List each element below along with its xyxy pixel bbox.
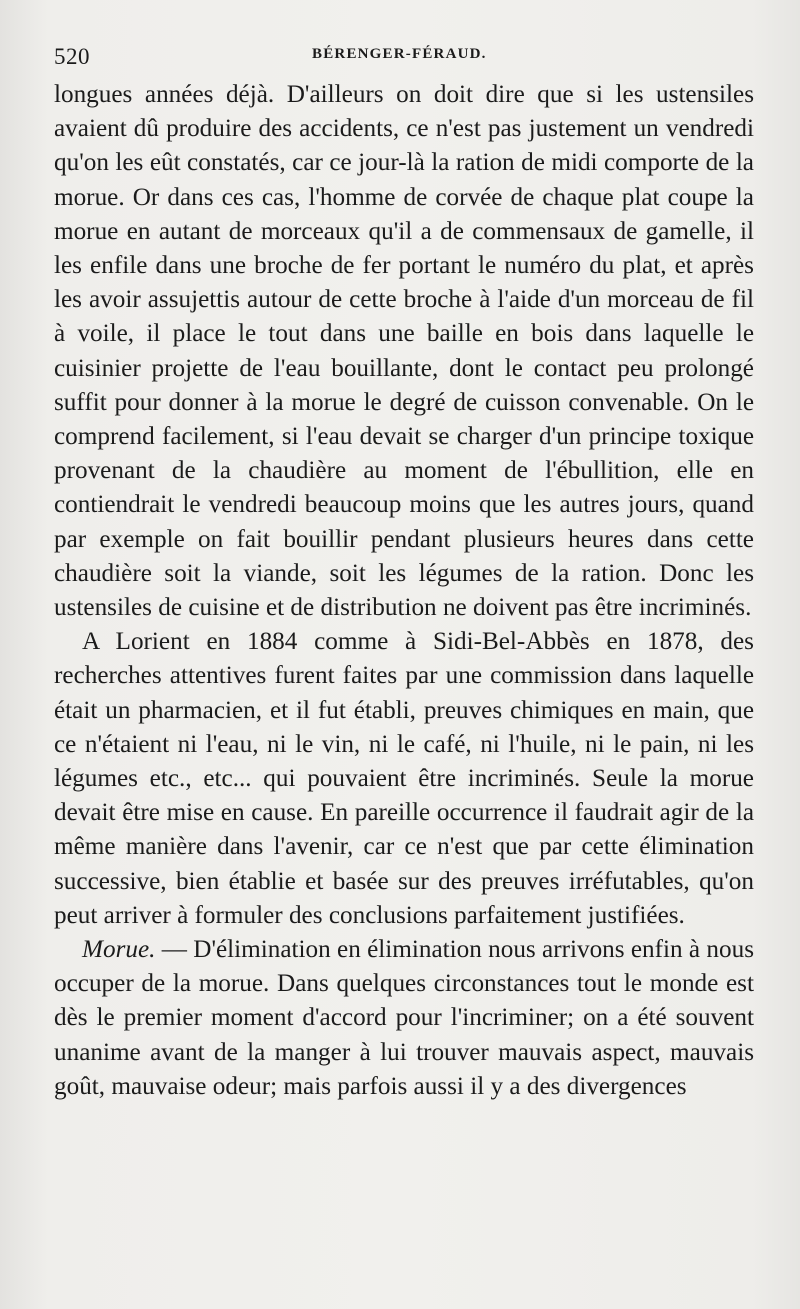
page-header	[54, 38, 754, 78]
paragraph-3	[54, 933, 754, 1104]
page-number: 520	[54, 44, 90, 69]
paragraph-3-text: — D'élimination en élimination nous arrivons enfin à nous occuper de la morue. Dans quelques circonstances tout le monde est dès le premier moment d'accord pour l'incriminer; on a été souvent unanime avant de la manger à lui trouver mauvais aspect, mauvais goût, mauvaise odeur; mais parfois aussi il y a des divergences	[54, 936, 754, 1100]
body-text	[54, 78, 754, 1104]
paragraph-2: A Lorient en 1884 comme à Sidi-Bel-Abbès en 1878, des recherches attentives furent faites par une commission dans laquelle était un pharmacien, et il fut établi, preuves chimiques en main, que ce n'étaient ni l'eau, ni le vin, ni le café, ni l'huile, ni le pain, ni les légumes etc., etc... qui pouvaient être incriminés. Seule la morue devait être mise en cause. En pareille occurrence il faudrait agir de la même manière dans l'avenir, car ce n'est que par cette élimination successive, bien établie et basée sur des preuves irréfutables, qu'on peut arriver à formuler des conclusions parfaitement justifiées.	[54, 628, 754, 929]
section-title-morue: Morue.	[82, 936, 156, 964]
running-head: BÉRENGER-FÉRAUD.	[312, 46, 487, 62]
paragraph-1: longues années déjà. D'ailleurs on doit dire que si les ustensiles avaient dû produire des accidents, ce n'est pas justement un vendredi qu'on les eût constatés, car ce jour-là la ration de midi comporte de la morue. Or dans ces cas, l'homme de corvée de chaque plat coupe la morue en autant de morceaux qu'il a de commensaux de gamelle, il les enfile dans une broche de fer portant le numéro du plat, et après les avoir assujettis autour de cette broche à l'aide d'un morceau de fil à voile, il place le tout dans une baille en bois dans laquelle le cuisinier projette de l'eau bouillante, dont le contact peu prolongé suffit pour donner à la morue le degré de cuisson convenable. On le comprend facilement, si l'eau devait se charger d'un principe toxique provenant de la chaudière au moment de l'ébullition, elle en contiendrait le vendredi beaucoup moins que les autres jours, quand par exemple on fait bouillir pendant plusieurs heures dans cette chaudière soit la viande, soit les légumes de la ration. Donc les ustensiles de cuisine et de distribution ne doivent pas être incriminés.	[54, 81, 754, 622]
